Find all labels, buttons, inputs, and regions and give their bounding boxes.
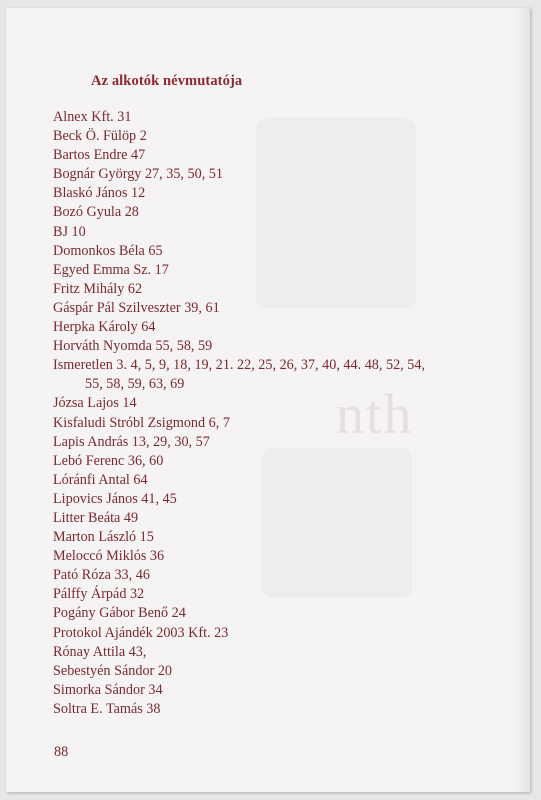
index-entry-text: Marton László 15 [53,529,154,546]
index-entry [53,184,493,203]
index-entry-text: Pogány Gábor Benő 24 [53,605,186,622]
index-title: Az alkotók névmutatója [91,73,243,89]
index-entry-text: Gáspár Pál Szilveszter 39, 61 [53,299,220,316]
index-entry-text: Pálffy Árpád 32 [53,586,145,603]
index-entry-text: Kisfaludi Stróbl Zsigmond 6, 7 [53,414,230,431]
index-entry-text: Domonkos Béla 65 [53,242,163,259]
index-entry [53,356,493,394]
index-entry [53,528,493,547]
index-entry [53,146,493,165]
index-entry-text: Pató Róza 33, 46 [53,567,150,584]
index-entry [53,662,493,681]
index-entry [53,643,493,662]
index-entry [53,414,493,433]
name-index-list [53,108,493,719]
index-entry-continuation: 55, 58, 59, 63, 69 [85,376,185,393]
index-entry-text: Lipovics János 41, 45 [53,490,177,507]
index-entry-text: Józsa Lajos 14 [53,395,137,412]
page-spine-shadow [516,8,530,792]
index-entry [53,624,493,643]
index-entry [53,337,493,356]
index-entry [53,280,493,299]
index-entry [53,394,493,413]
index-entry-text: Rónay Attila 43, [53,643,147,660]
index-entry [53,318,493,337]
index-entry-text: Lebó Ferenc 36, 60 [53,452,164,469]
index-entry [53,604,493,623]
index-entry-text: Litter Beáta 49 [53,509,139,526]
index-entry-text: Bognár György 27, 35, 50, 51 [53,166,223,183]
watermark: nth [336,384,414,446]
index-entry-text: Bozó Gyula 28 [53,204,139,221]
index-entry-text: Soltra E. Tamás 38 [53,700,161,717]
index-entry [53,299,493,318]
index-entry [53,490,493,509]
index-entry-text: Simorka Sándor 34 [53,681,163,698]
index-entry-text: Protokol Ajándék 2003 Kft. 23 [53,624,229,641]
index-entry-text: BJ 10 [53,223,86,240]
index-entry [53,203,493,222]
index-entry [53,681,493,700]
index-entry [53,547,493,566]
index-entry-text: Blaskó János 12 [53,185,146,202]
index-entry [53,165,493,184]
index-entry [53,585,493,604]
index-entry [53,127,493,146]
index-entry-text: Egyed Emma Sz. 17 [53,261,169,278]
index-entry-text: Herpka Károly 64 [53,319,156,336]
index-entry [53,509,493,528]
index-entry [53,566,493,585]
index-entry [53,471,493,490]
page-number: 88 [54,744,69,760]
index-entry-text: Lóránfi Antal 64 [53,471,148,488]
index-entry [53,433,493,452]
index-entry [53,700,493,719]
index-entry-text: Ismeretlen 3. 4, 5, 9, 18, 19, 21. 22, 25, 26, 37, 40, 44. 48, 52, 54, [53,357,425,374]
index-entry-text: Horváth Nyomda 55, 58, 59 [53,338,213,355]
index-entry-text: Fritz Mihály 62 [53,280,143,297]
index-entry [53,242,493,261]
index-entry [53,223,493,242]
index-entry-text: Beck Ö. Fülöp 2 [53,128,147,145]
index-entry-text: Lapis András 13, 29, 30, 57 [53,433,210,450]
index-entry-text: Bartos Endre 47 [53,147,146,164]
index-entry [53,452,493,471]
index-entry-text: Sebestyén Sándor 20 [53,662,173,679]
index-entry [53,108,493,127]
index-entry-text: Meloccó Miklós 36 [53,548,165,565]
index-entry [53,261,493,280]
index-entry-text: Alnex Kft. 31 [53,109,132,125]
